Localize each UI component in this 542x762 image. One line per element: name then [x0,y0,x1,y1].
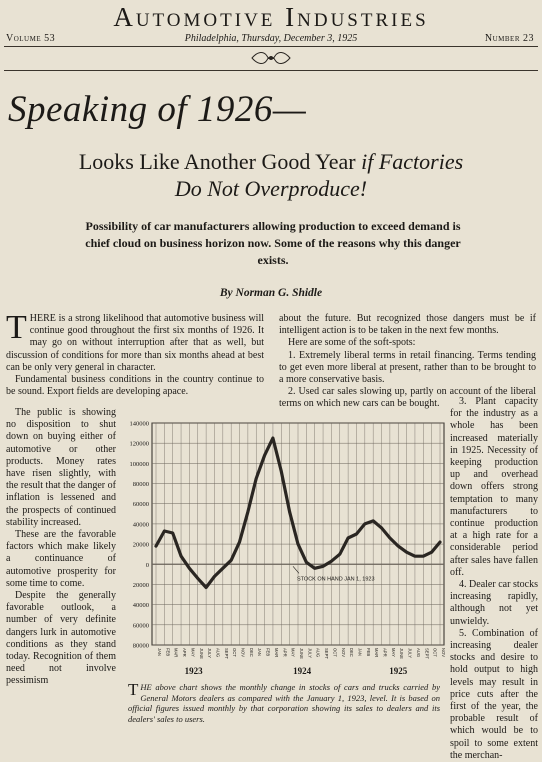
x-tick-label: JAN [357,648,363,656]
drop-cap: T [6,309,27,346]
x-tick-label: DEC [349,648,355,657]
column-left-top [6,309,264,398]
x-tick-label: MAY [190,648,196,657]
x-tick-label: JAN [257,648,263,656]
list-item: 4. Dealer car stocks increasing rapidly, although not yet unwieldy. [450,579,538,627]
paragraph: Fundamental business conditions in the country continue to be sound. Export fields are developing apace. [6,374,264,398]
x-tick-label: JUNE [399,648,405,659]
y-tick-label: 60000 [132,501,149,509]
x-tick-label: APR [182,648,188,657]
issue-number: Number 23 [484,33,534,44]
y-tick-label: 20000 [132,581,149,589]
year-label: 1924 [293,666,312,676]
x-tick-label: FEB [165,648,171,657]
y-tick-label: 80000 [132,481,149,489]
subtitle-italic-2: Do Not Overproduce! [174,176,368,201]
y-tick-label: 60000 [132,622,149,630]
ornament-icon [250,50,292,66]
list-item: 2. Used car sales slowing up, partly on account of the liberal terms on which new cars can be bought. [279,386,536,410]
subtitle-plain: Looks Like Another Good Year [78,149,356,174]
column-left-wrap [6,407,116,688]
x-tick-label: FEB [365,648,371,657]
list-item: 1. Extremely liberal terms in retail financing. Terms tending to get even more liberal at present, rather than to be brought to a more conservative basis. [279,349,536,386]
caption-drop-cap: T [128,680,139,699]
chart-caption [128,682,440,724]
x-tick-label: FEB [265,648,271,657]
byline: By Norman G. Shidle [219,287,323,299]
y-tick-label: 20000 [132,541,149,549]
y-tick-label: 40000 [132,602,149,610]
x-tick-label: MAR [273,648,279,658]
y-tick-label: 120000 [129,440,149,448]
y-tick-label: 40000 [132,521,149,529]
x-tick-label: NOV [240,648,246,658]
y-tick-label: 100000 [129,460,149,468]
x-tick-label: JUNE [198,648,204,659]
ornament-rule [4,70,538,71]
x-tick-label: MAY [390,648,396,657]
paragraph: about the future. But recognized those dangers must be if intelligent action is to be taken in the next few months. [279,313,536,337]
volume-label: Volume 53 [6,33,56,44]
x-tick-label: MAR [374,648,380,658]
x-tick-label: MAY [290,648,296,657]
x-tick-label: JULY [207,648,213,658]
x-tick-label: JULY [307,648,313,658]
x-tick-label: JULY [407,648,413,658]
lead-paragraph: HERE is a strong likelihood that automotive business will continue good throughout the first six months of 1926. It may go on without interruption after that as well, but discussion of conditions for more than six months ahead at best can be only very general in character. [6,313,264,373]
x-tick-label: JUNE [299,648,304,659]
x-tick-label: APR [282,648,288,657]
paragraph: Despite the generally favorable outlook, a number of very definite dangers lurk in automotive conditions as they stand today. Recognition of them need not involve pessimism [6,590,116,687]
paragraph: These are the favorable factors which make likely a continuance of automotive prosperity for some time to come. [6,529,116,589]
x-tick-label: NOV [340,648,346,658]
annotation-label: STOCK ON HAND JAN 1, 1923 [296,576,375,583]
x-tick-label: MAR [173,648,179,658]
x-tick-label: JAN [157,648,162,656]
article-deck: Possibility of car manufacturers allowing production to exceed demand is chief cloud on business horizon now. Some of the reasons why this danger exists. [85,219,461,267]
article-title: Speaking of 1926— [8,89,307,130]
x-tick-label: SEPT [424,648,430,659]
x-tick-label: DEC [248,648,254,657]
header-rule [4,46,538,47]
x-tick-label: APR [382,648,388,657]
y-tick-label: 0 [145,561,149,569]
list-item: 3. Plant capacity for the industry as a whole has been increased materially in 1925. Necessity of keeping production up and overhead down offers strong temptation to many manufacturers to continue production at a high rate for a considerable period after sales have fallen off. [450,396,538,578]
x-tick-label: AUG [215,648,221,658]
y-tick-label: 140000 [129,420,149,428]
x-tick-label: AUG [415,648,421,658]
y-tick-label: 80000 [132,642,149,650]
paragraph: Here are some of the soft-spots: [288,337,416,349]
masthead-title: Automotive Industries [113,2,429,32]
list-item: 5. Combination of increasing dealer stocks and desire to hold output to high levels may result in price cuts after the first of the year, the probable result of which would be to spoil to some extent the merchan- [450,627,538,761]
x-tick-label: NOV [441,648,446,658]
year-label: 1923 [184,666,203,676]
dateline: Philadelphia, Thursday, December 3, 1925 [184,33,358,44]
subtitle-italic-1: if Factories [361,149,464,174]
article-subtitle [0,148,542,202]
year-label: 1925 [389,666,408,676]
x-tick-label: AUG [315,648,321,658]
x-tick-label: OCT [432,648,438,657]
x-tick-label: SEPT [324,648,330,659]
dealer-stock-chart [118,413,446,681]
caption-text: HE above chart shows the monthly change in stocks of cars and trucks carried by General Motors dealers as compared with the January 1, 1923, level. It is based on official figures issued monthly by that corporation showing its sales to dealers and its dealers' sales to users. [128,682,440,724]
x-tick-label: SEPT [223,648,229,659]
paragraph: The public is showing no disposition to shut down on buying either of automotive or other products. Money rates have risen slightly, with the result that the danger of inflation is lessened and the prospects of continued stability increased. [6,407,116,528]
x-tick-label: OCT [232,648,238,657]
column-right-wrap [450,396,538,762]
x-tick-label: OCT [332,648,338,657]
